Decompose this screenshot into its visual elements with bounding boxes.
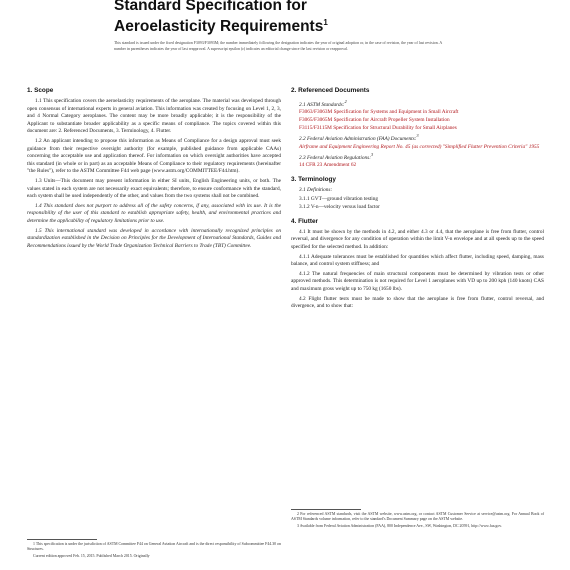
footnote-2: 2 For referenced ASTM standards, visit the ASTM website, www.astm.org, or contact ASTM Customer Service at service@astm.org. For Annual Book of ASTM Standards volume information, refer to the standard's Document Summary page on the ASTM website. bbox=[291, 512, 544, 522]
astm-ref-title-link[interactable]: Specification for Structural Durability for Small Airplanes bbox=[333, 124, 457, 131]
terminology-heading: 3. Terminology bbox=[291, 176, 336, 184]
faa-documents-heading bbox=[291, 132, 544, 143]
refs-heading: 2. Referenced Documents bbox=[291, 87, 370, 94]
title-line-2 bbox=[114, 14, 534, 35]
scope-para-1-4: 1.4 This standard does not purport to address all of the safety concerns, if any, associated with its use. It is the responsibility of the user of this standard to establish appropriate safety, health, and environmental practices and determine the applicability of regulatory limitations prior to use. bbox=[27, 202, 281, 224]
federal-regulations-heading bbox=[291, 151, 544, 162]
document-title bbox=[114, 0, 534, 35]
flutter-para-4-1: 4.1 It must be shown by the methods in 4.2, and either 4.3 or 4.4, that the aeroplane is free from flutter, control reversal, and divergence for any condition of operation within the limit V-n envelope and at all speeds up to the speed specified for the selected method. In addition: bbox=[291, 228, 544, 251]
astm-footnote-marker: 2 bbox=[344, 99, 347, 104]
astm-ref-code-link[interactable]: F3063/F3063M bbox=[299, 109, 333, 116]
astm-ref-code-link[interactable]: F3115/F3115M bbox=[299, 124, 332, 131]
faa-footnote-marker: 3 bbox=[416, 133, 419, 139]
flutter-para-4-1-1: 4.1.1 Adequate tolerances must be established for quantities which affect flutter, including speed, damping, mass balance, and control system stiffness; and bbox=[291, 253, 544, 268]
astm-ref-title-link[interactable]: Specification for Aircraft Propeller System Installation bbox=[333, 116, 450, 123]
footnote-1: 1 This specification is under the jurisdiction of ASTM Committee F44 on General Aviation Aircraft and is the direct responsibility of Subcommittee F44.30 on Structures. bbox=[27, 542, 281, 552]
footnote-3: 3 Available from Federal Aviation Administration (FAA), 800 Independence Ave., SW, Washington, DC 20591, http://www.faa.gov. bbox=[297, 523, 502, 528]
title-footnote-marker: 1 bbox=[323, 18, 328, 27]
footnote-edition: Current edition approved Feb. 15, 2015. Published March 2015. Originally bbox=[33, 553, 150, 558]
astm-ref-title-link[interactable]: Specification for Systems and Equipment in Small Aircraft bbox=[333, 109, 459, 116]
cfr-ref-title-link[interactable]: Amendment 62 bbox=[323, 162, 357, 169]
scope-para-1-3: 1.3 Units—This document may present information in either SI units, English Engineering units, or both. The values stated in each system are not necessarily exact equivalents; therefore, to ensure conformance with the standard, each system shall be used independently of the other, and values from the two systems shall not be combined. bbox=[27, 177, 281, 200]
astm-ref-item[interactable] bbox=[291, 125, 544, 133]
fed-footnote-marker: 3 bbox=[371, 152, 374, 158]
scope-para-1-2: 1.2 An applicant intending to propose this information as Means of Compliance for a design approval must seek guidance from their respective oversight authority (for example, published guidance from applicable CAAs) concerning the acceptable use and application thereof. For information on which oversight authorities have accepted this standard (in whole or in part) as an acceptable Means of Compliance to their regulatory requirements (hereinafter "the Rules"), refer to the ASTM Committee F44 web page (www.astm.org/COMMITTEE/F44.htm). bbox=[27, 137, 281, 175]
terminology-section bbox=[291, 176, 544, 212]
astm-standards-heading bbox=[291, 98, 544, 109]
flutter-para-4-1-2: 4.1.2 The natural frequencies of main structural components must be determined by vibration tests or other approved methods. This determination is not required for Level 1 aeroplanes with VD up to 200 kph (140 knots) CAS and maximum gross weight up to 750 kg (1650 lbs). bbox=[291, 270, 544, 292]
astm-ref-item[interactable] bbox=[291, 117, 544, 125]
referenced-documents-section bbox=[291, 87, 544, 170]
faa-ref-link[interactable]: Airframe and Equipment Engineering Report No. 45 (as corrected) "Simplified Flutter Prevention Criteria" 1955 bbox=[299, 143, 540, 150]
designation-notice: This standard is issued under the fixed designation F3093/F3093M; the number immediately following the designation indicates the year of original adoption or, in the case of revision, the year of last revision. A number in parentheses indicates the year of last reapproval. A superscript epsilon (ε) indicates an editorial change since the last revision or reapproval. bbox=[114, 41, 442, 51]
cfr-ref-item[interactable] bbox=[291, 162, 544, 170]
left-column bbox=[27, 87, 281, 256]
footnotes-left bbox=[27, 535, 281, 560]
astm-ref-code-link[interactable]: F3065/F3065M bbox=[299, 116, 333, 123]
footnotes-right bbox=[291, 505, 544, 530]
federal-regulations-label: 2.3 Federal Aviation Regulations: bbox=[299, 154, 371, 161]
flutter-section bbox=[291, 218, 544, 311]
flutter-heading: 4. Flutter bbox=[291, 217, 318, 225]
scope-heading: 1. Scope bbox=[27, 87, 54, 94]
terminology-definitions: 3.1 Definitions: bbox=[299, 187, 333, 194]
title-line-2-text: Aeroelasticity Requirements bbox=[114, 18, 324, 36]
faa-documents-label: 2.2 Federal Aviation Administration (FAA) Documents: bbox=[299, 135, 417, 142]
flutter-para-4-2: 4.2 Flight flutter tests must be made to show that the aeroplane is free from flutter, control reversal, and divergence, and to show that: bbox=[291, 295, 544, 310]
cfr-ref-code-link[interactable]: 14 CFR 23 bbox=[299, 162, 323, 169]
scope-para-1-5: 1.5 This international standard was developed in accordance with internationally recognized principles on standardization established in the Decision on Principles for the Development of International Standards, Guides and Recommendations issued by the World Trade Organization Technical Barriers to Trade (TBT) Committee. bbox=[27, 227, 281, 249]
scope-para-1-1: 1.1 This specification covers the aeroelasticity requirements of the aeroplane. The material was developed through open consensus of international experts in general aviation. This information was created by focusing on Level 1, 2, 3, and 4 Normal Category aeroplanes. The content may be more broadly applicable; it is the responsibility of the Applicant to substantiate broader applicability as a specific means of compliance. The topics covered within this document are: 2. Referenced Documents, 3. Terminology, 4. Flutter. bbox=[27, 98, 281, 135]
astm-ref-item[interactable] bbox=[291, 109, 544, 117]
scope-section bbox=[27, 87, 281, 250]
footnote-divider bbox=[27, 539, 97, 540]
right-column bbox=[291, 87, 544, 317]
footnote-divider bbox=[291, 509, 361, 510]
title-line-1: Standard Specification for bbox=[114, 0, 307, 14]
terminology-vn: 3.1.2 V-n—velocity versus load factor bbox=[299, 204, 380, 211]
astm-standards-label: 2.1 ASTM Standards: bbox=[299, 101, 345, 108]
terminology-gvt: 3.1.1 GVT—ground vibration testing bbox=[299, 195, 379, 202]
faa-ref-item[interactable] bbox=[291, 144, 544, 152]
